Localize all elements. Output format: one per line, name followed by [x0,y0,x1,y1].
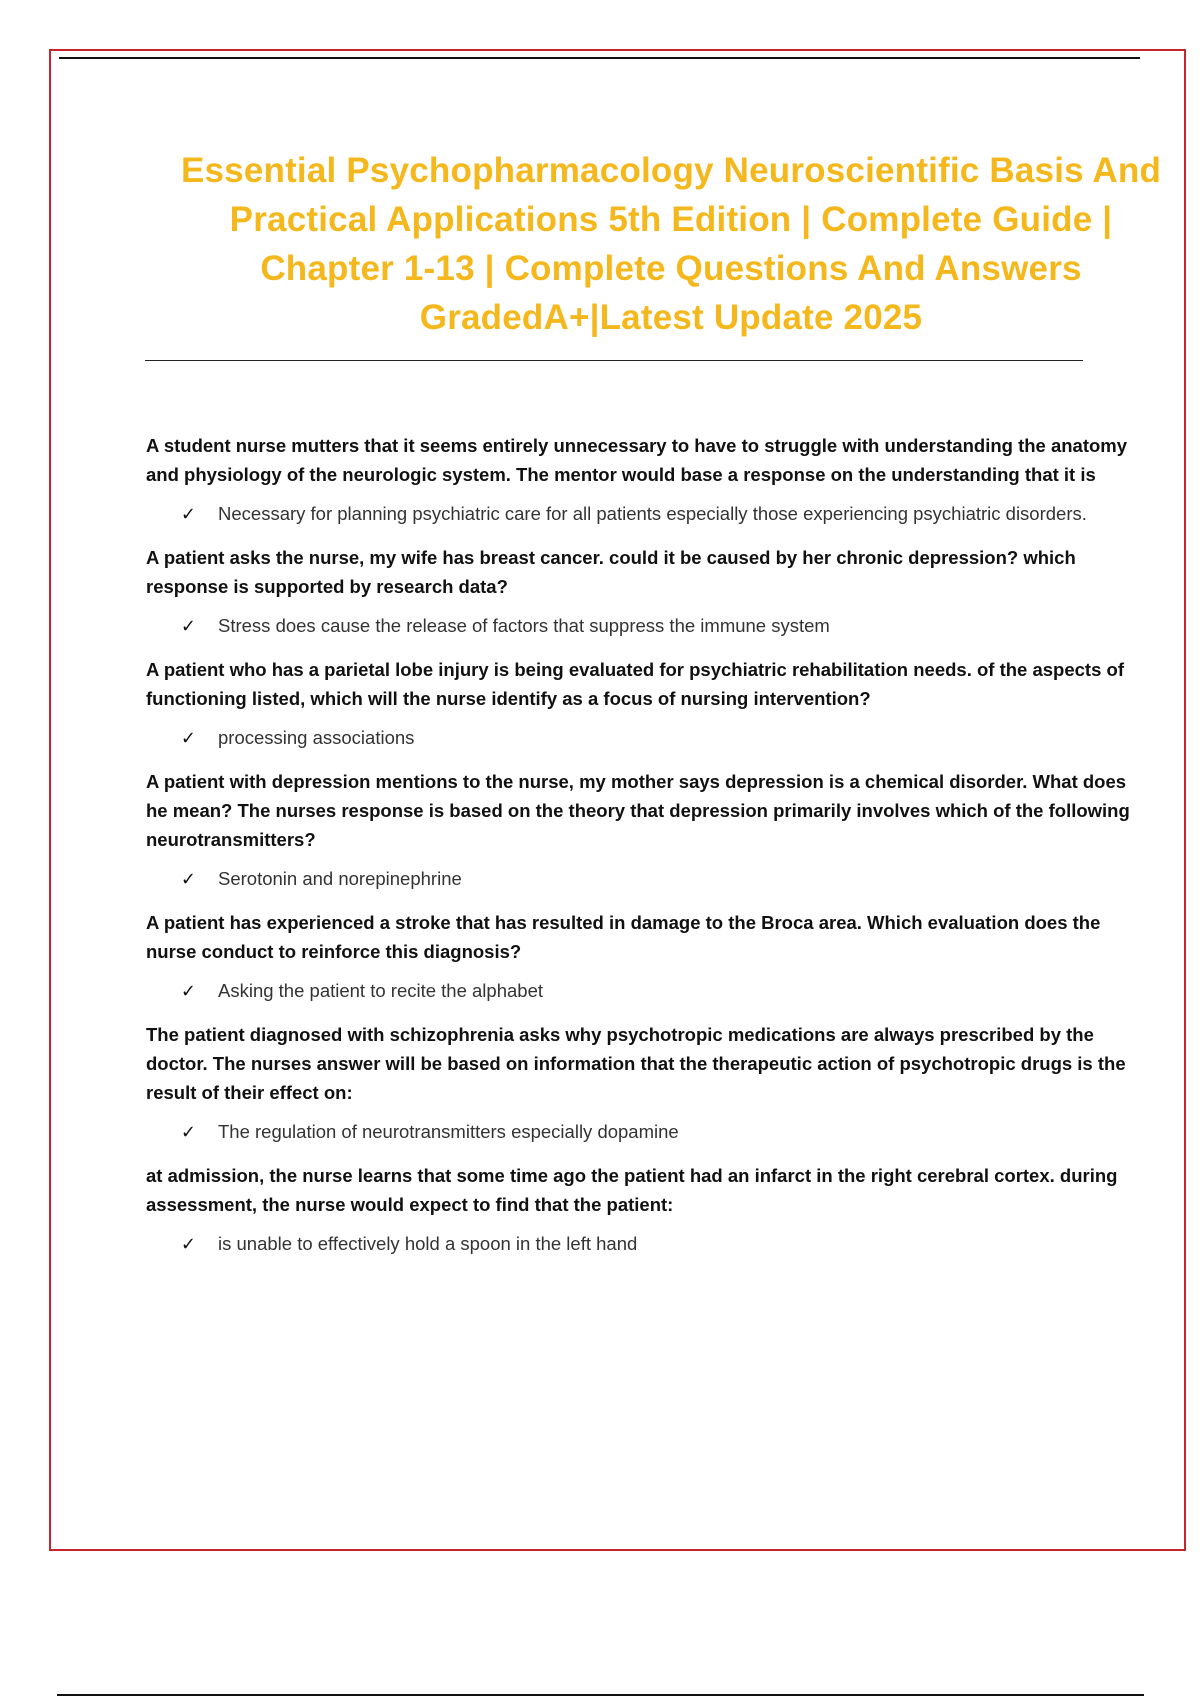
question-text: at admission, the nurse learns that some time ago the patient had an infarct in the right cerebral cortex. during assessment, the nurse would expect to find that the patient: [146,1165,1118,1215]
answer-text: The regulation of neurotransmitters especially dopamine [218,1121,679,1142]
qa-item [146,908,1146,1006]
checkmark-icon: ✓ [180,504,196,524]
answer-row [146,611,1146,641]
next-page-top-rule [57,1694,1144,1696]
answer-text: Necessary for planning psychiatric care for all patients especially those experiencing psychiatric disorders. [218,503,1087,524]
checkmark-icon: ✓ [180,1234,196,1254]
answer-text: Serotonin and norepinephrine [218,868,462,889]
answer-text: is unable to effectively hold a spoon in the left hand [218,1233,638,1254]
answer-text: Asking the patient to recite the alphabet [218,980,543,1001]
answer-row [146,1117,1146,1147]
answer-row [146,976,1146,1006]
checkmark-icon: ✓ [180,1122,196,1142]
checkmark-icon: ✓ [180,616,196,636]
top-horizontal-rule [59,57,1140,59]
answer-text: processing associations [218,727,415,748]
answer-row [146,864,1146,894]
title-divider [145,360,1083,361]
qa-item [146,767,1146,894]
qa-item [146,655,1146,753]
question-answer-list [146,431,1146,1273]
document-title: Essential Psychopharmacology Neuroscientific Basis And Practical Applications 5th Edition | Complete Guide | Chapter 1-13 | Complete Questions And Answers GradedA+|Latest Update 2025 [180,151,1162,337]
question-text: A student nurse mutters that it seems entirely unnecessary to have to struggle with understanding the anatomy and physiology of the neurologic system. The mentor would base a response on the understanding that it is [146,435,1128,485]
answer-text: Stress does cause the release of factors that suppress the immune system [218,615,830,636]
qa-item [146,431,1146,529]
checkmark-icon: ✓ [180,869,196,889]
question-text: A patient has experienced a stroke that has resulted in damage to the Broca area. Which evaluation does the nurse conduct to reinforce this diagnosis? [146,912,1101,962]
question-text: A patient with depression mentions to the nurse, my mother says depression is a chemical disorder. What does he mean? The nurses response is based on the theory that depression primarily involves which of the following neurotransmitters? [146,771,1130,850]
answer-row [146,723,1146,753]
page-border [49,49,1186,1551]
checkmark-icon: ✓ [180,981,196,1001]
question-text: A patient asks the nurse, my wife has breast cancer. could it be caused by her chronic depression? which response is supported by research data? [146,547,1076,597]
qa-item [146,1020,1146,1147]
checkmark-icon: ✓ [180,728,196,748]
answer-row [146,499,1146,529]
qa-item [146,1161,1146,1259]
answer-row [146,1229,1146,1259]
question-text: The patient diagnosed with schizophrenia asks why psychotropic medications are always prescribed by the doctor. The nurses answer will be based on information that the therapeutic action of psychotropic drugs is the result of their effect on: [146,1024,1126,1103]
question-text: A patient who has a parietal lobe injury is being evaluated for psychiatric rehabilitation needs. of the aspects of functioning listed, which will the nurse identify as a focus of nursing intervention? [146,659,1124,709]
qa-item [146,543,1146,641]
